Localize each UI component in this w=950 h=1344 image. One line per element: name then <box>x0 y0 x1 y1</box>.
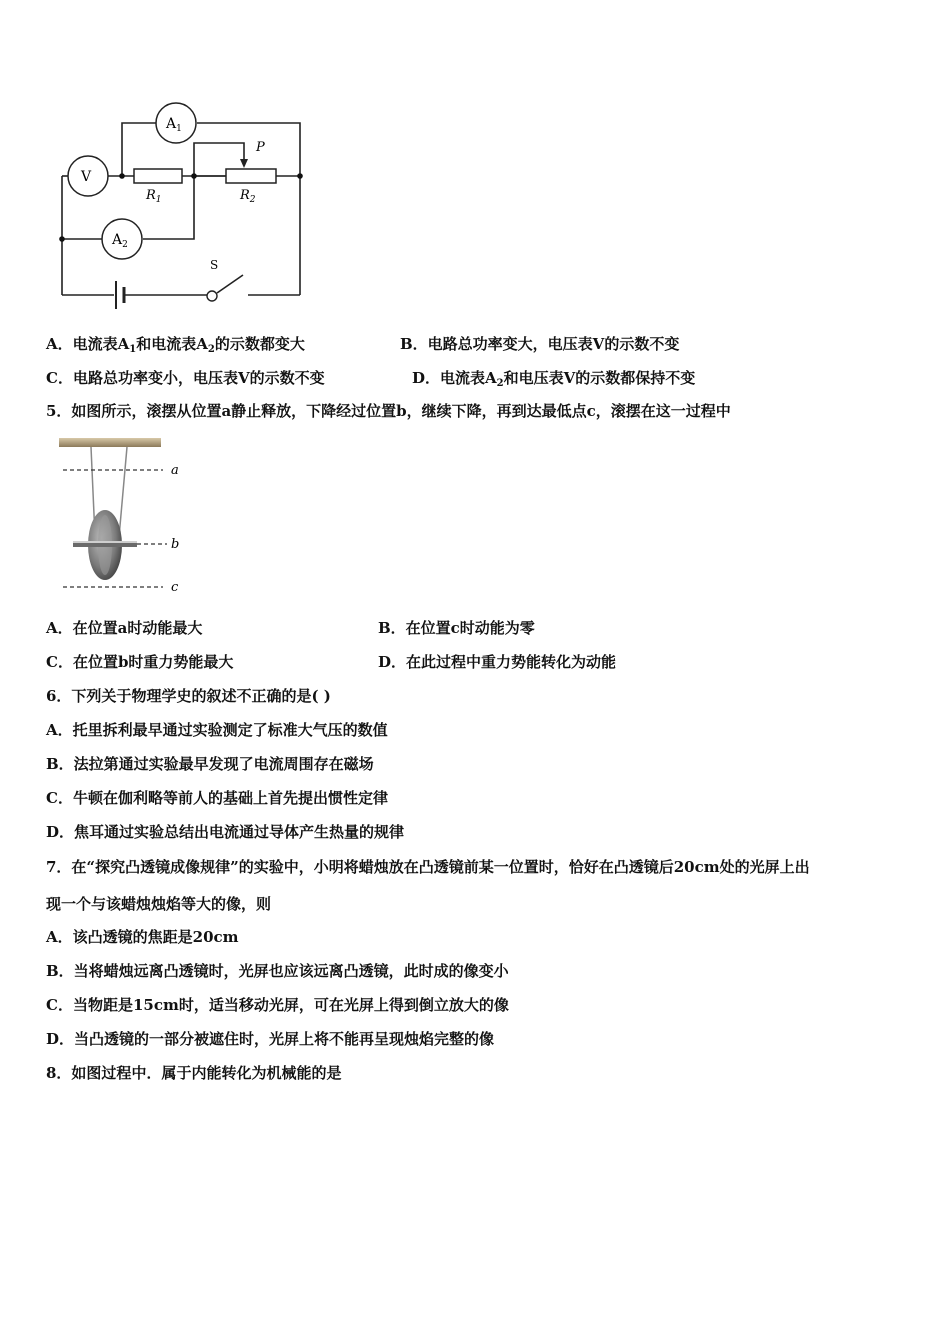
resistor-r2 <box>226 169 276 183</box>
s-label: S <box>210 258 219 272</box>
q6-stem: 6．下列关于物理学史的叙述不正确的是( ) <box>46 687 331 705</box>
q4-option-c: C．电路总功率变小，电压表V的示数不变 <box>46 369 325 387</box>
a2-label-sub: 2 <box>122 240 128 250</box>
q4-option-a: A．电流表$A_1$和电流表$A_2$的示数都变大 <box>46 335 305 355</box>
q6-option-d: D．焦耳通过实验总结出电流通过导体产生热量的规律 <box>46 823 405 841</box>
switch-pivot-icon <box>207 291 217 301</box>
q8-stem: 8．如图过程中．属于内能转化为机械能的是 <box>46 1064 342 1082</box>
q6-option-b: B．法拉第通过实验最早发现了电流周围存在磁场 <box>46 755 374 773</box>
circuit-diagram <box>50 95 320 325</box>
q4-option-b: B．电路总功率变大，电压表V的示数不变 <box>400 335 680 353</box>
slider-arrow-icon <box>240 159 248 168</box>
svg-text:R1 <box>145 188 162 205</box>
q5-option-b: B．在位置c时动能为零 <box>378 619 535 637</box>
r2-label: R <box>240 188 250 203</box>
q5-stem: 5．如图所示，滚摆从位置a静止释放，下降经过位置b，继续下降，再到达最低点c，滚摆在这一过程中 <box>46 402 731 420</box>
p-label: P <box>256 140 265 155</box>
pendulum-figure <box>55 432 195 602</box>
a1-label: A <box>166 116 177 132</box>
q7-option-d: D．当凸透镜的一部分被遮住时，光屏上将不能再呈现烛焰完整的像 <box>46 1030 495 1048</box>
r1-label: R <box>146 188 156 203</box>
q5-option-a: A．在位置a时动能最大 <box>46 619 203 637</box>
q4-option-d: D．电流表$A_2$和电压表V的示数都保持不变 <box>412 369 696 389</box>
position-b-label: b <box>171 537 180 552</box>
q6-option-a: A．托里拆利最早通过实验测定了标准大气压的数值 <box>46 721 388 739</box>
q7-option-c: C．当物距是15cm时，适当移动光屏，可在光屏上得到倒立放大的像 <box>46 996 509 1014</box>
q5-option-c: C．在位置b时重力势能最大 <box>46 653 234 671</box>
v-label: V <box>81 169 92 185</box>
q6-option-c: C．牛顿在伽利略等前人的基础上首先提出惯性定律 <box>46 789 388 807</box>
q7-option-a: A．该凸透镜的焦距是20cm <box>46 928 239 946</box>
position-c-label: c <box>171 580 179 595</box>
q7-option-b: B．当将蜡烛远离凸透镜时，光屏也应该远离凸透镜，此时成的像变小 <box>46 962 509 980</box>
svg-text:R2 <box>239 188 256 205</box>
position-a-label: a <box>171 463 179 478</box>
q7-stem-line2: 现一个与该蜡烛烛焰等大的像，则 <box>46 895 272 913</box>
resistor-r1 <box>134 169 182 183</box>
r1-label-sub: 1 <box>155 195 162 205</box>
a1-label-sub: 1 <box>176 124 182 134</box>
q5-option-d: D．在此过程中重力势能转化为动能 <box>378 653 617 671</box>
q7-stem-line1: 7．在“探究凸透镜成像规律”的实验中，小明将蜡烛放在凸透镜前某一位置时，恰好在凸透镜后20cm处的光屏上出 <box>46 858 810 876</box>
a2-label: A <box>112 232 123 248</box>
support-bar <box>59 438 161 447</box>
r2-label-sub: 2 <box>249 195 256 205</box>
